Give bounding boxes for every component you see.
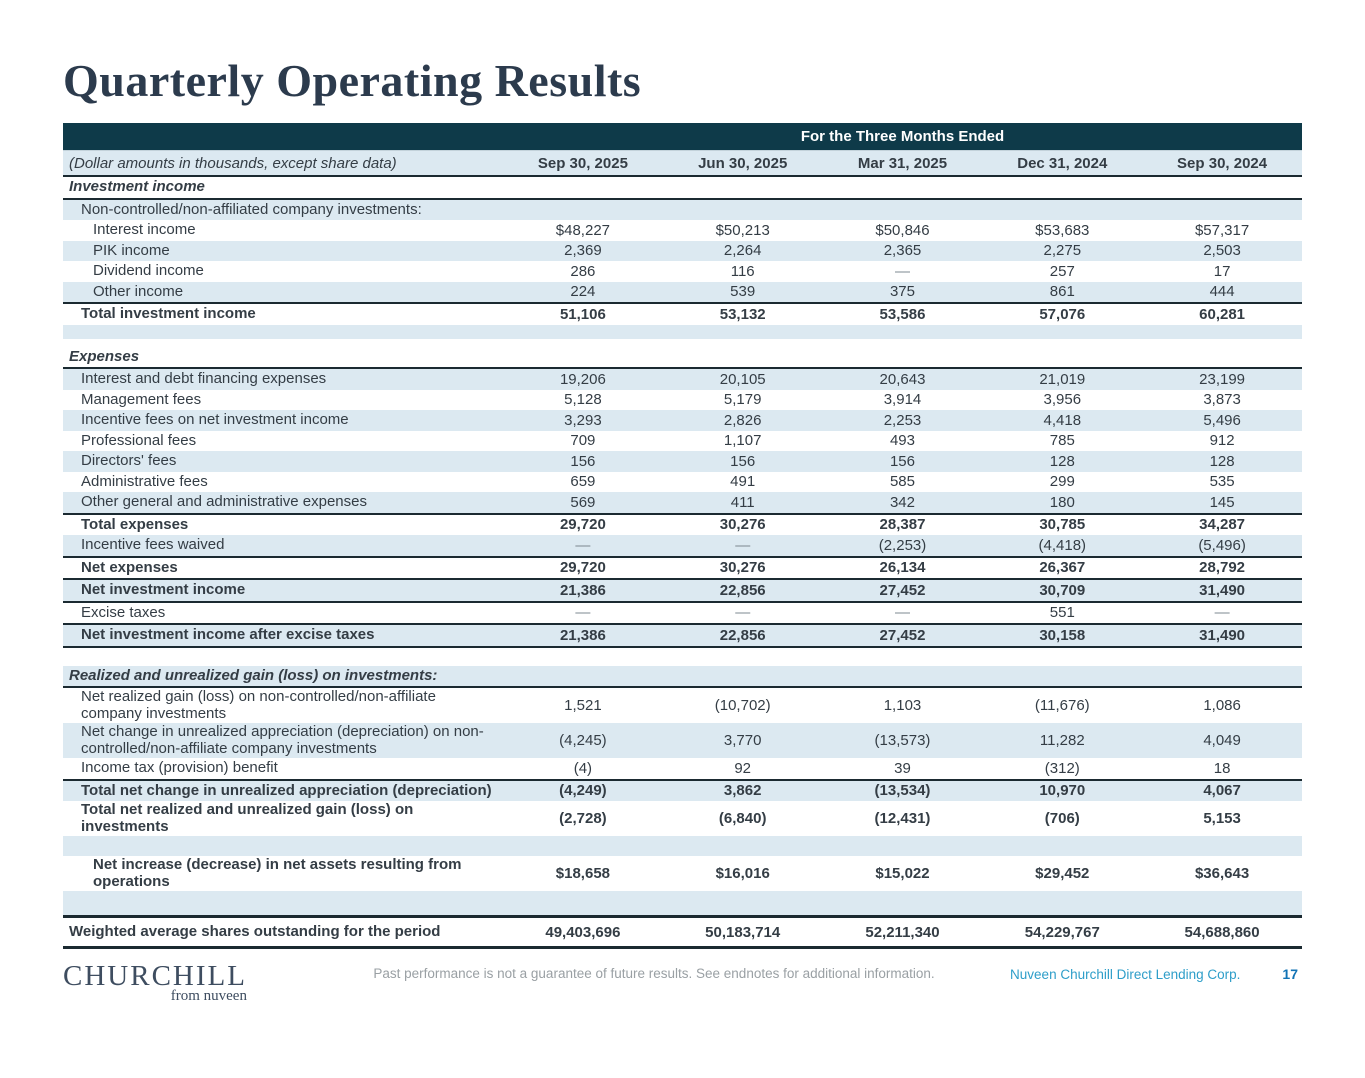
table-spacer-row [63, 325, 1302, 339]
row-value: 709 [570, 432, 596, 450]
row-value: 10,970 [1039, 782, 1086, 800]
slide-page [0, 54, 1365, 1005]
table-section-row [63, 666, 1302, 689]
row-value: $36,643 [1194, 865, 1250, 882]
row-value: 22,856 [719, 581, 766, 599]
row-value: 444 [1209, 283, 1235, 301]
row-value: 29,720 [559, 559, 606, 577]
table-row [63, 688, 1302, 723]
row-label: Interest income [93, 221, 196, 238]
row-label: Expenses [69, 347, 140, 365]
column-header: Dec 31, 2024 [1017, 154, 1108, 172]
table-row [63, 241, 1302, 262]
row-label: Net investment income [81, 581, 246, 598]
row-value: $57,317 [1194, 221, 1250, 239]
row-value: 1,086 [1203, 697, 1241, 714]
table-section-row [63, 200, 1302, 221]
row-value: 50,183,714 [705, 923, 781, 941]
row-label: Weighted average shares outstanding for the period [69, 922, 441, 940]
row-value: 156 [730, 452, 756, 470]
table-row [63, 369, 1302, 390]
row-value: 3,914 [883, 391, 922, 409]
row-value: 39 [894, 759, 911, 777]
row-value: 539 [730, 283, 756, 301]
row-value: $15,022 [875, 865, 930, 882]
table-row [63, 915, 1302, 949]
row-value: $50,213 [715, 221, 770, 239]
footer-company-name: Nuveen Churchill Direct Lending Corp. [1010, 967, 1241, 982]
page-title: Quarterly Operating Results [63, 55, 642, 106]
row-value: 31,490 [1199, 581, 1246, 599]
row-value: 3,770 [723, 732, 762, 749]
table-band-header [63, 123, 1302, 151]
row-label: Directors' fees [81, 452, 177, 469]
row-label: Non-controlled/non-affiliated company investments: [81, 200, 422, 218]
row-label: Dividend income [93, 262, 204, 279]
row-value: 53,586 [879, 305, 926, 323]
row-value: (10,702) [714, 697, 771, 714]
row-value: (5,496) [1198, 536, 1246, 554]
row-value: 20,105 [719, 370, 766, 388]
row-value: 659 [570, 473, 596, 491]
row-value: 156 [570, 452, 596, 470]
row-value: 491 [730, 473, 756, 491]
row-value: 28,387 [879, 516, 926, 534]
row-value: 26,367 [1039, 559, 1086, 577]
row-value: (4) [573, 759, 593, 777]
table-row [63, 410, 1302, 431]
row-value: (4,245) [559, 732, 607, 749]
row-value: 52,211,340 [865, 923, 940, 941]
row-value: (13,534) [874, 782, 931, 800]
table-spacer-row [63, 339, 1302, 347]
row-value: 299 [1049, 473, 1075, 491]
row-label: PIK income [93, 241, 170, 259]
row-value: 2,253 [883, 411, 922, 429]
table-row [63, 431, 1302, 452]
table-row [63, 623, 1302, 648]
row-value: 116 [730, 262, 755, 280]
row-value: 30,709 [1039, 581, 1086, 599]
logo-tagline: from nuveen [170, 988, 247, 1004]
row-label: Realized and unrealized gain (loss) on investments: [69, 666, 438, 684]
row-value: 4,067 [1203, 782, 1241, 800]
table-row [63, 220, 1302, 241]
row-value: 411 [730, 493, 755, 511]
row-value: $29,452 [1035, 865, 1090, 882]
row-value: — [575, 536, 591, 554]
row-label: Net change in unrealized appreciation (depreciation) on non-controlled/non-affiliate company investments [81, 723, 484, 757]
row-value: (2,253) [878, 536, 927, 554]
column-header: Sep 30, 2024 [1177, 154, 1268, 172]
row-value: 342 [889, 493, 915, 511]
row-value: — [894, 604, 910, 622]
row-value: $18,658 [555, 865, 611, 882]
table-row [63, 580, 1302, 603]
table-row [63, 758, 1302, 779]
row-value: $16,016 [715, 865, 770, 882]
row-value: 2,275 [1043, 242, 1082, 260]
row-value: 34,287 [1199, 516, 1246, 534]
row-label: Incentive fees waived [81, 536, 225, 553]
table-row [63, 282, 1302, 303]
table-row [63, 472, 1302, 493]
row-value: $50,846 [875, 221, 930, 239]
row-value: — [735, 604, 751, 622]
row-value: (312) [1044, 759, 1080, 777]
row-label: Total net change in unrealized appreciation (depreciation) [81, 781, 492, 799]
row-value: 1,103 [883, 697, 922, 714]
row-value: 4,049 [1203, 732, 1241, 749]
row-value: 51,106 [559, 305, 606, 323]
row-value: 54,688,860 [1184, 923, 1260, 941]
row-value: 19,206 [559, 370, 606, 388]
row-value: 30,276 [719, 559, 766, 577]
footer [63, 961, 1302, 1005]
table-row [63, 302, 1302, 325]
row-value: 57,076 [1039, 305, 1086, 323]
row-value: 30,276 [719, 516, 766, 534]
table-row [63, 513, 1302, 536]
row-value: 30,785 [1039, 516, 1086, 534]
row-label: Total investment income [81, 305, 256, 322]
table-row [63, 492, 1302, 513]
row-value: 535 [1209, 473, 1235, 491]
row-value: 20,643 [879, 370, 926, 388]
row-value: 11,282 [1039, 732, 1085, 749]
table-row [63, 261, 1302, 282]
row-value: 2,369 [564, 242, 602, 260]
row-label: Incentive fees on net investment income [81, 411, 349, 428]
row-value: — [575, 604, 591, 622]
row-value: 3,293 [564, 411, 602, 429]
row-value: 27,452 [879, 626, 926, 644]
table-spacer-row [63, 648, 1302, 666]
row-value: 3,873 [1203, 391, 1241, 409]
row-label: Investment income [69, 178, 205, 195]
row-value: 3,862 [723, 782, 762, 800]
footer-disclaimer: Past performance is not a guarantee of future results. See endnotes for additional information. [373, 966, 935, 981]
row-value: 551 [1049, 604, 1075, 622]
row-label: Net expenses [81, 558, 178, 576]
row-value: $53,683 [1035, 221, 1090, 239]
row-label: Income tax (provision) benefit [81, 759, 278, 776]
row-value: 22,856 [719, 626, 766, 644]
row-value: — [735, 536, 751, 554]
row-value: 30,158 [1039, 626, 1086, 644]
row-value: 156 [889, 452, 915, 470]
column-header: Sep 30, 2025 [537, 154, 628, 172]
table-section-row [63, 177, 1302, 200]
table-spacer-row [63, 836, 1302, 856]
row-value: 493 [889, 432, 915, 450]
row-value: (12,431) [874, 810, 931, 827]
row-label: Management fees [81, 390, 202, 408]
column-header: Mar 31, 2025 [857, 154, 948, 172]
row-label: Total net realized and unrealized gain (loss) on investments [81, 801, 414, 835]
row-value: 180 [1049, 493, 1075, 511]
row-value: 286 [570, 262, 596, 280]
page-number: 17 [1282, 966, 1298, 982]
row-value: 5,496 [1203, 411, 1241, 429]
table-row [63, 723, 1302, 758]
row-label: Professional fees [81, 431, 197, 449]
row-value: (706) [1044, 810, 1080, 827]
row-value: 375 [889, 283, 915, 301]
row-value: — [1214, 604, 1230, 622]
table-row [63, 801, 1302, 836]
table-spacer-row [63, 891, 1302, 915]
row-value: 5,128 [564, 391, 602, 409]
row-value: 224 [570, 283, 596, 301]
row-value: 912 [1209, 432, 1235, 450]
row-value: 18 [1213, 759, 1231, 777]
row-value: 2,365 [883, 242, 922, 260]
row-value: 23,199 [1199, 370, 1246, 388]
row-value: 785 [1049, 432, 1075, 450]
row-value: 585 [889, 473, 915, 491]
row-value: 128 [1209, 452, 1235, 470]
row-value: 128 [1049, 452, 1075, 470]
row-value: 92 [734, 759, 752, 777]
row-value: (13,573) [874, 732, 931, 749]
row-label: Net realized gain (loss) on non-controlled/non-affiliate company investments [81, 688, 436, 722]
row-value: 21,386 [559, 626, 606, 644]
table-row [63, 556, 1302, 581]
row-value: 60,281 [1199, 305, 1246, 323]
row-value: 49,403,696 [545, 923, 621, 941]
row-label: Net increase (decrease) in net assets resulting from operations [93, 856, 462, 890]
row-value: 31,490 [1199, 626, 1246, 644]
row-value: 5,179 [723, 391, 762, 409]
row-value: 2,503 [1203, 242, 1241, 260]
row-value: (4,418) [1038, 536, 1087, 554]
row-value: 21,386 [559, 581, 606, 599]
footer-right [1010, 966, 1302, 982]
table-row [63, 535, 1302, 556]
logo-wordmark: CHURCHILL [63, 960, 247, 992]
row-value: 1,521 [564, 697, 602, 714]
churchill-logo [63, 961, 298, 1005]
quarterly-results-table [63, 123, 1302, 949]
row-label: Administrative fees [81, 472, 208, 490]
row-label: Other general and administrative expenses [81, 493, 367, 510]
row-value: 54,229,767 [1024, 923, 1100, 941]
row-value: 21,019 [1039, 370, 1086, 388]
table-row [63, 603, 1302, 624]
row-value: (4,249) [559, 782, 607, 800]
row-value: 861 [1049, 283, 1075, 301]
table-note: (Dollar amounts in thousands, except share data) [69, 154, 397, 172]
row-value: (6,840) [718, 810, 767, 827]
row-label: Other income [93, 282, 184, 300]
table-row [63, 856, 1302, 891]
table-row [63, 779, 1302, 802]
churchill-logo-inner [63, 961, 247, 1005]
band-title: For the Three Months Ended [800, 128, 1005, 145]
row-label: Total expenses [81, 515, 189, 533]
row-label: Net investment income after excise taxes [81, 626, 375, 643]
row-value: (11,676) [1034, 697, 1090, 714]
table-section-row [63, 347, 1302, 370]
table-column-header-row [63, 151, 1302, 177]
table-row [63, 390, 1302, 411]
row-value: 145 [1209, 493, 1235, 511]
row-value: $48,227 [555, 221, 611, 239]
row-value: 3,956 [1043, 391, 1082, 409]
column-header: Jun 30, 2025 [698, 154, 788, 172]
row-value: 5,153 [1203, 810, 1241, 827]
row-value: 257 [1049, 262, 1075, 280]
table-row [63, 451, 1302, 472]
row-value: 53,132 [719, 305, 766, 323]
row-value: 27,452 [879, 581, 926, 599]
row-label: Interest and debt financing expenses [81, 370, 327, 387]
row-value: — [894, 262, 910, 280]
row-value: 28,792 [1199, 559, 1246, 577]
row-value: 569 [570, 493, 596, 511]
row-value: 26,134 [879, 559, 926, 577]
row-value: 2,826 [723, 411, 762, 429]
row-value: 2,264 [723, 242, 762, 260]
row-value: 29,720 [559, 516, 606, 534]
row-value: 1,107 [723, 432, 762, 450]
row-value: (2,728) [559, 810, 607, 827]
row-value: 4,418 [1043, 411, 1082, 429]
row-value: 17 [1213, 262, 1231, 280]
row-label: Excise taxes [81, 603, 166, 621]
table-rows [63, 177, 1302, 949]
